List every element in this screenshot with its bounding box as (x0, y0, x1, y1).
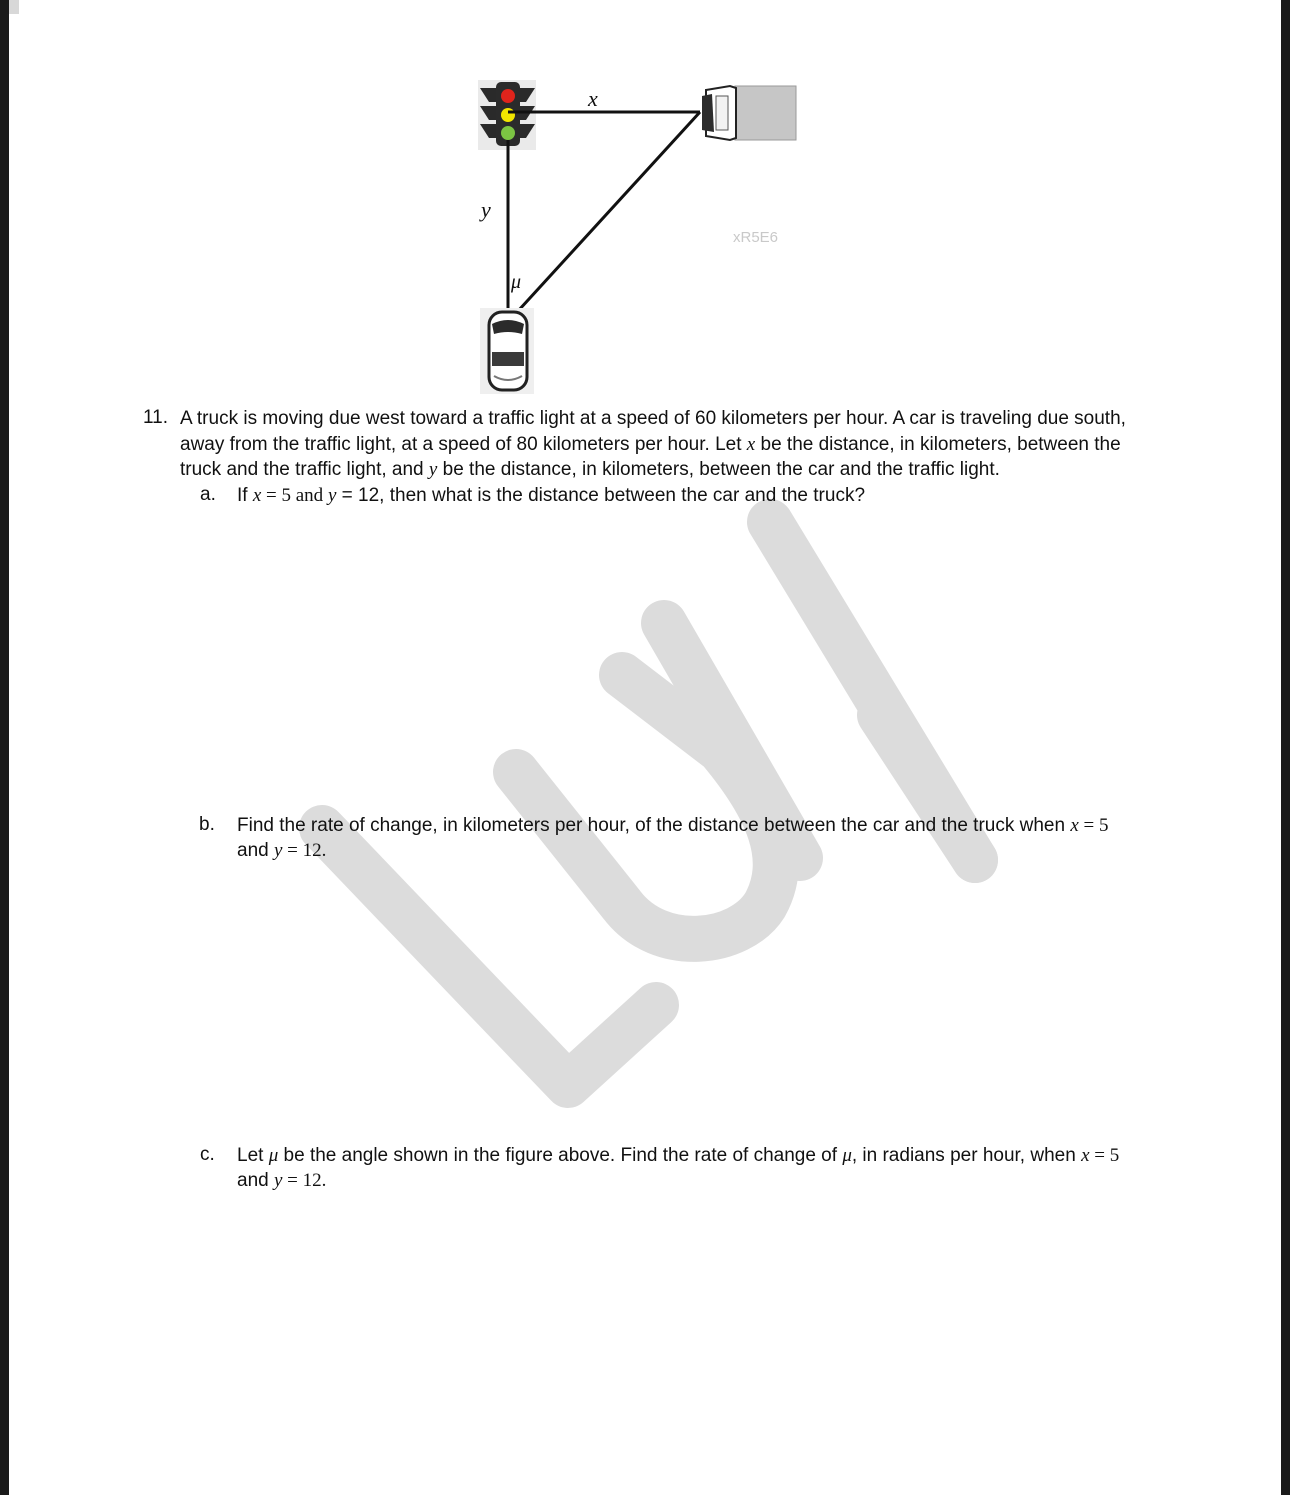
part-c-text-line-2: and y = 12. (237, 1170, 327, 1191)
question-intro-line-1: A truck is moving due west toward a traffic light at a speed of 60 kilometers per hour. A car is traveling due south, (180, 408, 1126, 429)
label-x: x (588, 86, 598, 111)
car-icon (480, 308, 534, 394)
part-c-text-line-1: Let μ be the angle shown in the figure above. Find the rate of change of μ, in radians per hour, when x = 5 (237, 1145, 1120, 1166)
line-hypotenuse (508, 112, 700, 322)
label-y: y (481, 197, 491, 222)
diagram-svg (0, 0, 1290, 400)
part-a-text: If x = 5 and y = 12, then what is the distance between the car and the truck? (237, 485, 866, 506)
question-intro-line-2: away from the traffic light, at a speed of 80 kilometers per hour. Let x be the distance, in kilometers, between the (180, 434, 1121, 455)
part-a-label: a. (200, 484, 216, 505)
question-number: 11. (143, 407, 169, 428)
question-intro-line-3: truck and the traffic light, and y be the distance, in kilometers, between the car and the traffic light. (180, 459, 1000, 480)
part-c-label: c. (200, 1144, 215, 1165)
part-b-text-line-1: Find the rate of change, in kilometers per hour, of the distance between the car and the truck when x = 5 (237, 815, 1109, 836)
image-code: xR5E6 (733, 229, 779, 246)
traffic-light-icon (478, 80, 536, 150)
part-b-text-line-2: and y = 12. (237, 840, 327, 861)
truck-icon (702, 86, 796, 140)
label-mu: μ (511, 271, 522, 293)
part-b-label: b. (199, 814, 215, 835)
diagram-figure (0, 0, 1290, 400)
